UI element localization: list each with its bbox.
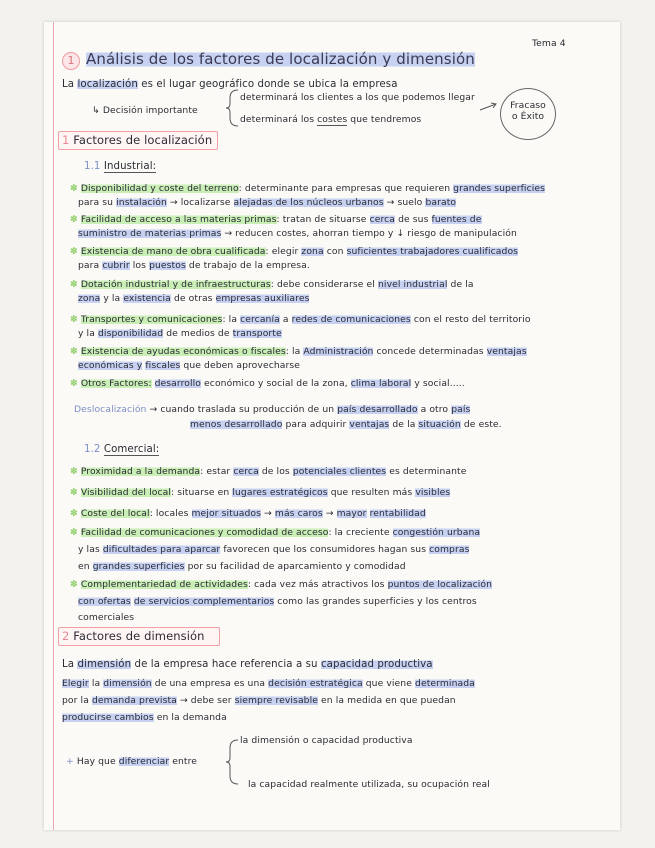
section-1-heading: 1 Factores de localización <box>62 133 213 147</box>
subheading-industrial: 1.1 Industrial: <box>84 161 157 172</box>
ind-item-7: ✽ Otros Factores: desarrollo económico y social de la zona, clima laboral y social..... <box>70 378 465 389</box>
dim-line-2: Elegir la dimensión de una empresa es una decisión estratégica que viene determinada <box>62 678 475 689</box>
dim-line-1: La dimensión de la empresa hace referencia a su capacidad productiva <box>62 659 433 670</box>
com-item-2: ✽ Visibilidad del local: situarse en lugares estratégicos que resulten más visibles <box>70 487 451 498</box>
ind-item-2: ✽ Facilidad de acceso a las materias primas: tratan de situarse cerca de sus fuentes de <box>70 214 482 225</box>
deslocalizacion-line-1: Deslocalización → cuando traslada su producción de un país desarrollado a otro país <box>74 404 471 415</box>
decision-label: ↳ Decisión importante <box>92 105 198 116</box>
com-item-4c: en grandes superficies por su facilidad de aparcamiento y comodidad <box>78 561 406 572</box>
intro-line: La localización es el lugar geográfico donde se ubica la empresa <box>62 79 398 90</box>
com-item-5b: con ofertas de servicios complementarios como las grandes superficies y los centros <box>78 596 477 607</box>
dim-line-4: producirse cambios en la demanda <box>62 712 227 723</box>
dim-branch-1: la dimensión o capacidad productiva <box>240 735 413 746</box>
com-item-3: ✽ Coste del local: locales mejor situados → más caros → mayor rentabilidad <box>70 508 426 519</box>
intro-branch-2: determinará los costes que tendremos <box>240 114 422 125</box>
ind-item-6: ✽ Existencia de ayudas económicas o fiscales: la Administración concede determinadas ventajas <box>70 346 527 357</box>
com-item-4: ✽ Facilidad de comunicaciones y comodidad de acceso: la creciente congestión urbana <box>70 527 481 538</box>
dim-bullet: + Hay que diferenciar entre <box>66 756 198 767</box>
ind-item-5: ✽ Transportes y comunicaciones: la cercanía a redes de comunicaciones con el resto del territorio <box>70 314 531 325</box>
outcome-text: Fracaso o Éxito <box>510 100 546 122</box>
intro-branch-1: determinará los clientes a los que podemos llegar <box>240 92 475 103</box>
brace-icon <box>224 738 242 786</box>
section-2-heading: 2 Factores de dimensión <box>62 629 205 643</box>
ind-item-1: ✽ Disponibilidad y coste del terreno: determinante para empresas que requieren grandes superficies <box>70 183 546 194</box>
com-item-5c: comerciales <box>78 612 135 623</box>
tema-label: Tema 4 <box>532 38 566 49</box>
com-item-1: ✽ Proximidad a la demanda: estar cerca de los potenciales clientes es determinante <box>70 466 467 477</box>
margin-line <box>53 22 54 830</box>
com-item-4b: y las dificultades para aparcar favorecen que los consumidores hagan sus compras <box>78 544 470 555</box>
title-number: 1 <box>62 52 80 70</box>
ind-item-4b: zona y la existencia de otras empresas auxiliares <box>78 293 310 304</box>
ind-item-1b: para su instalación → localizarse alejadas de los núcleos urbanos → suelo barato <box>78 197 457 208</box>
dim-line-3: por la demanda prevista → debe ser siempre revisable en la medida en que puedan <box>62 695 456 706</box>
ind-item-6b: económicas y fiscales que deben aprovecharse <box>78 360 301 371</box>
subheading-comercial: 1.2 Comercial: <box>84 444 160 455</box>
page-title <box>62 50 475 70</box>
com-item-5: ✽ Complementariedad de actividades: cada vez más atractivos los puntos de localización <box>70 579 493 590</box>
dim-branch-2: la capacidad realmente utilizada, su ocupación real <box>248 779 490 790</box>
ind-item-4: ✽ Dotación industrial y de infraestructuras: debe considerarse el nivel industrial de la <box>70 279 474 290</box>
arrow-icon <box>478 100 500 114</box>
ind-item-5b: y la disponibilidad de medios de transporte <box>78 328 282 339</box>
ind-item-2b: suministro de materias primas → reducen costes, ahorran tiempo y ↓ riesgo de manipulación <box>78 228 517 239</box>
ind-item-3b: para cubrir los puestos de trabajo de la empresa. <box>78 260 310 271</box>
ind-item-3: ✽ Existencia de mano de obra cualificada: elegir zona con suficientes trabajadores cualificados <box>70 246 519 257</box>
deslocalizacion-line-2: menos desarrollado para adquirir ventajas de la situación de este. <box>190 419 502 430</box>
title-text: Análisis de los factores de localización y dimensión <box>86 50 475 68</box>
